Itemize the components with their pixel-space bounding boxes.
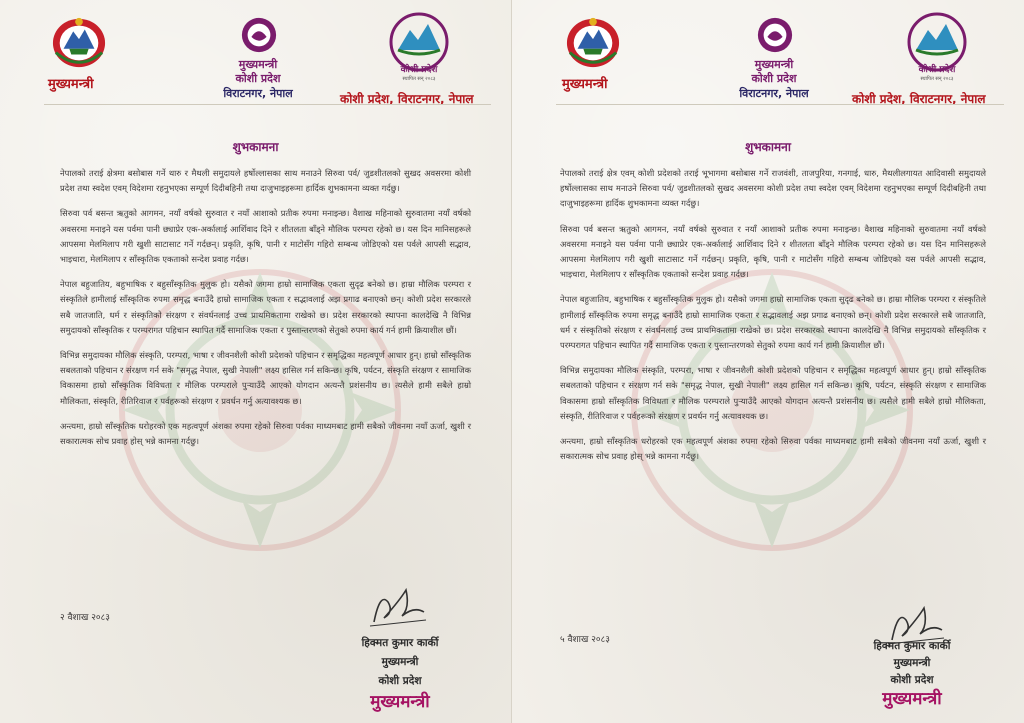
party-logo-icon (240, 16, 278, 54)
office-name: मुख्यमन्त्री कोशी प्रदेश (751, 58, 797, 85)
nepal-emblem-icon (564, 14, 622, 70)
signatory-title: मुख्यमन्त्री (381, 656, 419, 668)
signatory-province: कोशी प्रदेश (890, 674, 934, 686)
body-paragraph-4: विभिन्न समुदायका मौलिक संस्कृति, परम्परा, भाषा र जीवनशैली कोशी प्रदेशको पहिचान र समृद्धिका महत्वपूर्ण आधार हुन्। हाम्रो साँस्कृतिक सबलताको पहिचान र संरक्षण गर्न सके "समृद्ध नेपाल, सुखी नेपाली" लक्ष्य हासिल गर्न सकिन्छ। कृषि, पर्यटन, संस्कृति संरक्षण र सामाजिक विकासमा हाम्रो साँस्कृतिक विविधता र मौलिक परम्पराले पुऱ्याउँदै आएको योगदान अत्यन्तै प्रशंसनीय छ। त्यसैले हामी सबैले हाम्रो मौलिकता, संस्कृति, रीतिरिवाज र पर्वहरूको संरक्षण र प्रवर्धन गर्नु अत्यावश्यक छ। (60, 350, 471, 406)
office-city: विराटनगर, नेपाल (739, 87, 809, 100)
letter-title: शुभकामना (745, 140, 791, 154)
signatory-name: हिक्मत कुमार कार्की (361, 637, 439, 649)
province-logo-text: कोशी प्रदेश (400, 65, 438, 75)
cm-label: मुख्यमन्त्री (48, 77, 94, 92)
signatory-block (812, 638, 1012, 709)
koshi-province-logo-icon (902, 10, 972, 82)
signature-icon (366, 582, 430, 630)
body-paragraph-1: नेपालको तराई क्षेत्र एवम् कोशी प्रदेशको तराई भूभागमा बसोबास गर्ने राजवंशी, ताजपुरिया, गनगाई, धारु, मैथलीलगायत आदिवासी समुदायले हर्षोल्लासका साथ मनाउने सिरुवा पर्व/ जुडशीतलको सुखद अवसरमा कोशी प्रदेश तथा स्वदेश एवम् विदेशमा रहनुभएका सम्पूर्ण दिदीबहिनी तथा दाजुभाइहरूमा हार्दिक शुभकामना व्यक्त गर्दछु। (560, 168, 986, 209)
body-paragraph-1: नेपालको तराई क्षेत्रमा बसोबास गर्ने थारु र मैथली समुदायले हर्षोल्लासका साथ मनाउने सिरुवा पर्व/ जुडशीतलको सुखद अवसरमा कोशी प्रदेश तथा स्वदेश एवम् विदेशमा रहनुभएका सम्पूर्ण दिदीबहिनी तथा दाजुभाइहरूमा हार्दिक शुभकामना व्यक्त गर्दछु। (60, 168, 471, 194)
letter-page-right (512, 0, 1024, 723)
body-paragraph-5: अन्त्यमा, हाम्रो साँस्कृतिक धरोहरको एक महत्वपूर्ण अंशका रुपमा रहेको सिरुवा पर्वका माध्यमबाट हामी सबैको जीवनमा नयाँ ऊर्जा, खुशी र सकारात्मक सोच प्रवाह होस् भन्ने कामना गर्दछु। (560, 436, 986, 462)
office-name: मुख्यमन्त्री कोशी प्रदेश (235, 58, 281, 85)
province-logo-sub: स्थापित सन् २०८३ (920, 76, 954, 82)
province-logo-sub: स्थापित सन् २०८३ (402, 76, 436, 82)
body-paragraph-3: नेपाल बहुजातिय, बहुभाषिक र बहुसाँस्कृतिक मुलुक हो। यसैको जगमा हाम्रो सामाजिक एकता सुदृढ बनेको छ। हाम्रा मौलिक परम्परा र संस्कृतिले हामीलाई साँस्कृतिक रुपमा समृद्ध बनाउँदै हाम्रो सामाजिक एकता र सद्भावलाई अझ प्रगाढ बनाएको छन्। कोशी प्रदेश सरकारले सबै जातजाति, धर्म र संस्कृतिको संरक्षण र संवर्धनलाई उच्च प्राथमिकतामा राखेको छ। प्रदेश सरकारको स्थापना कालदेखि नै विभिन्न समुदायको साँस्कृतिक र परम्परागत पहिचान स्थापित गर्दै सामाजिक एकता र पुस्तान्तरणको सेतुको रुपमा कार्य गर्न हामी क्रियाशील छौं। (60, 279, 471, 335)
signatory-block (300, 634, 500, 713)
signatory-province: कोशी प्रदेश (378, 675, 422, 687)
letterhead (0, 8, 511, 108)
signatory-name: हिक्मत कुमार कार्की (873, 640, 951, 652)
koshi-province-logo-icon (384, 10, 454, 82)
body-paragraph-2: सिरुवा पर्व बसन्त ऋतुको आगमन, नयाँ वर्षको सुरुवात र नयाँ आशाको प्रतीक रुपमा मनाइन्छ। वैशाख महिनाको सुरुवातमा नयाँ वर्षको अवसरमा मनाइने यस पर्वमा पानी छ्याप्रेर एक-अर्कालाई आर्शिवाद दिने र शीतलता बाँड्ने मौलिक परम्परा रहेको छ। यस दिन मानिसहरूले आपसमा मेलमिलाप गरी खुशी साटासाट गर्ने गर्दछन्। प्रकृति, कृषि, पानी र माटोसँग गहिरो सम्बन्ध जोडिएको यस पर्वले आपसी सद्भाव, भाइचारा, मेलमिलाप र साँस्कृतिक एकताको सन्देश प्रवाह गर्दछ। (560, 223, 986, 280)
letter-date: २ वैशाख २०८३ (60, 613, 110, 623)
header-divider (44, 104, 491, 105)
body-paragraph-5: अन्त्यमा, हाम्रो साँस्कृतिक धरोहरको एक महत्वपूर्ण अंशका रुपमा रहेको सिरुवा पर्वका माध्यमबाट हामी सबैको जीवनमा नयाँ ऊर्जा, खुशी र सकारात्मक सोच प्रवाह होस् भन्ने कामना गर्दछु। (60, 420, 471, 447)
signatory-title: मुख्यमन्त्री (893, 657, 931, 669)
province-address: कोशी प्रदेश, विराटनगर, नेपाल (340, 92, 474, 106)
body-paragraph-2: सिरुवा पर्व बसन्त ऋतुको आगमन, नयाँ वर्षको सुरुवात र नयाँ आशाको प्रतीक रुपमा मनाइन्छ। वैशाख महिनाको सुरुवातमा नयाँ वर्षको अवसरमा मनाइने यस पर्वमा पानी छ्याप्रेर एक-अर्कालाई आर्शिवाद दिने र शीतलता बाँड्ने मौलिक परम्परा रहेको छ। यस दिन मानिसहरूले आपसमा मेलमिलाप गरी खुशी साटासाट गर्ने गर्दछन्। प्रकृति, कृषि, पानी र माटोसँग गहिरो सम्बन्ध जोडिएको यस पर्वले आपसी सद्भाव, भाइचारा, मेलमिलाप र साँस्कृतिक एकताको सन्देश प्रवाह गर्दछ। (60, 208, 471, 265)
letterhead (512, 8, 1024, 108)
letter-body (560, 166, 986, 474)
party-logo-icon (756, 16, 794, 54)
letter-body (60, 166, 471, 459)
province-address: कोशी प्रदेश, विराटनगर, नेपाल (852, 92, 986, 106)
letter-date: ५ वैशाख २०८३ (560, 635, 610, 645)
body-paragraph-3: नेपाल बहुजातिय, बहुभाषिक र बहुसाँस्कृतिक मुलुक हो। यसैको जगमा हाम्रो सामाजिक एकता सुदृढ बनेको छ। हाम्रा मौलिक परम्परा र संस्कृतिले हामीलाई साँस्कृतिक रुपमा समृद्ध बनाउँदै हाम्रो सामाजिक एकता र सद्भावलाई अझ प्रगाढ बनाएको छन्। कोशी प्रदेश सरकारले सबै जातजाति, धर्म र संस्कृतिको संरक्षण र संवर्धनलाई उच्च प्राथमिकतामा राखेको छ। प्रदेश सरकारको स्थापना कालदेखि नै विभिन्न समुदायको साँस्कृतिक र परम्परागत पहिचान स्थापित गर्दै सामाजिक एकता र पुस्तान्तरणको सेतुको रुपमा कार्य गर्न हामी क्रियाशील छौं। (560, 294, 986, 351)
office-city: विराटनगर, नेपाल (223, 87, 293, 100)
signatory-logo-text: मुख्यमन्त्री (882, 689, 942, 709)
letter-title: शुभकामना (232, 140, 279, 154)
nepal-emblem-icon (50, 14, 108, 70)
body-paragraph-4: विभिन्न समुदायका मौलिक संस्कृति, परम्परा, भाषा र जीवनशैली कोशी प्रदेशको पहिचान र समृद्धिका महत्वपूर्ण आधार हुन्। हाम्रो साँस्कृतिक सबलताको पहिचान र संरक्षण गर्न सके "समृद्ध नेपाल, सुखी नेपाली" लक्ष्य हासिल गर्न सकिन्छ। कृषि, पर्यटन, संस्कृति संरक्षण र सामाजिक विकासमा हाम्रो साँस्कृतिक विविधता र मौलिक परम्पराले पुऱ्याउँदै आएको योगदान अत्यन्तै प्रशंसनीय छ। त्यसैले हामी सबैले हाम्रो मौलिकता, संस्कृति, रीतिरिवाज र पर्वहरूको संरक्षण र प्रवर्धन गर्नु अत्यावश्यक छ। (560, 365, 986, 421)
province-logo-text: कोशी प्रदेश (918, 65, 956, 75)
header-divider (556, 104, 1004, 105)
cm-label: मुख्यमन्त्री (562, 77, 608, 92)
signatory-logo-text: मुख्यमन्त्री (370, 692, 430, 712)
